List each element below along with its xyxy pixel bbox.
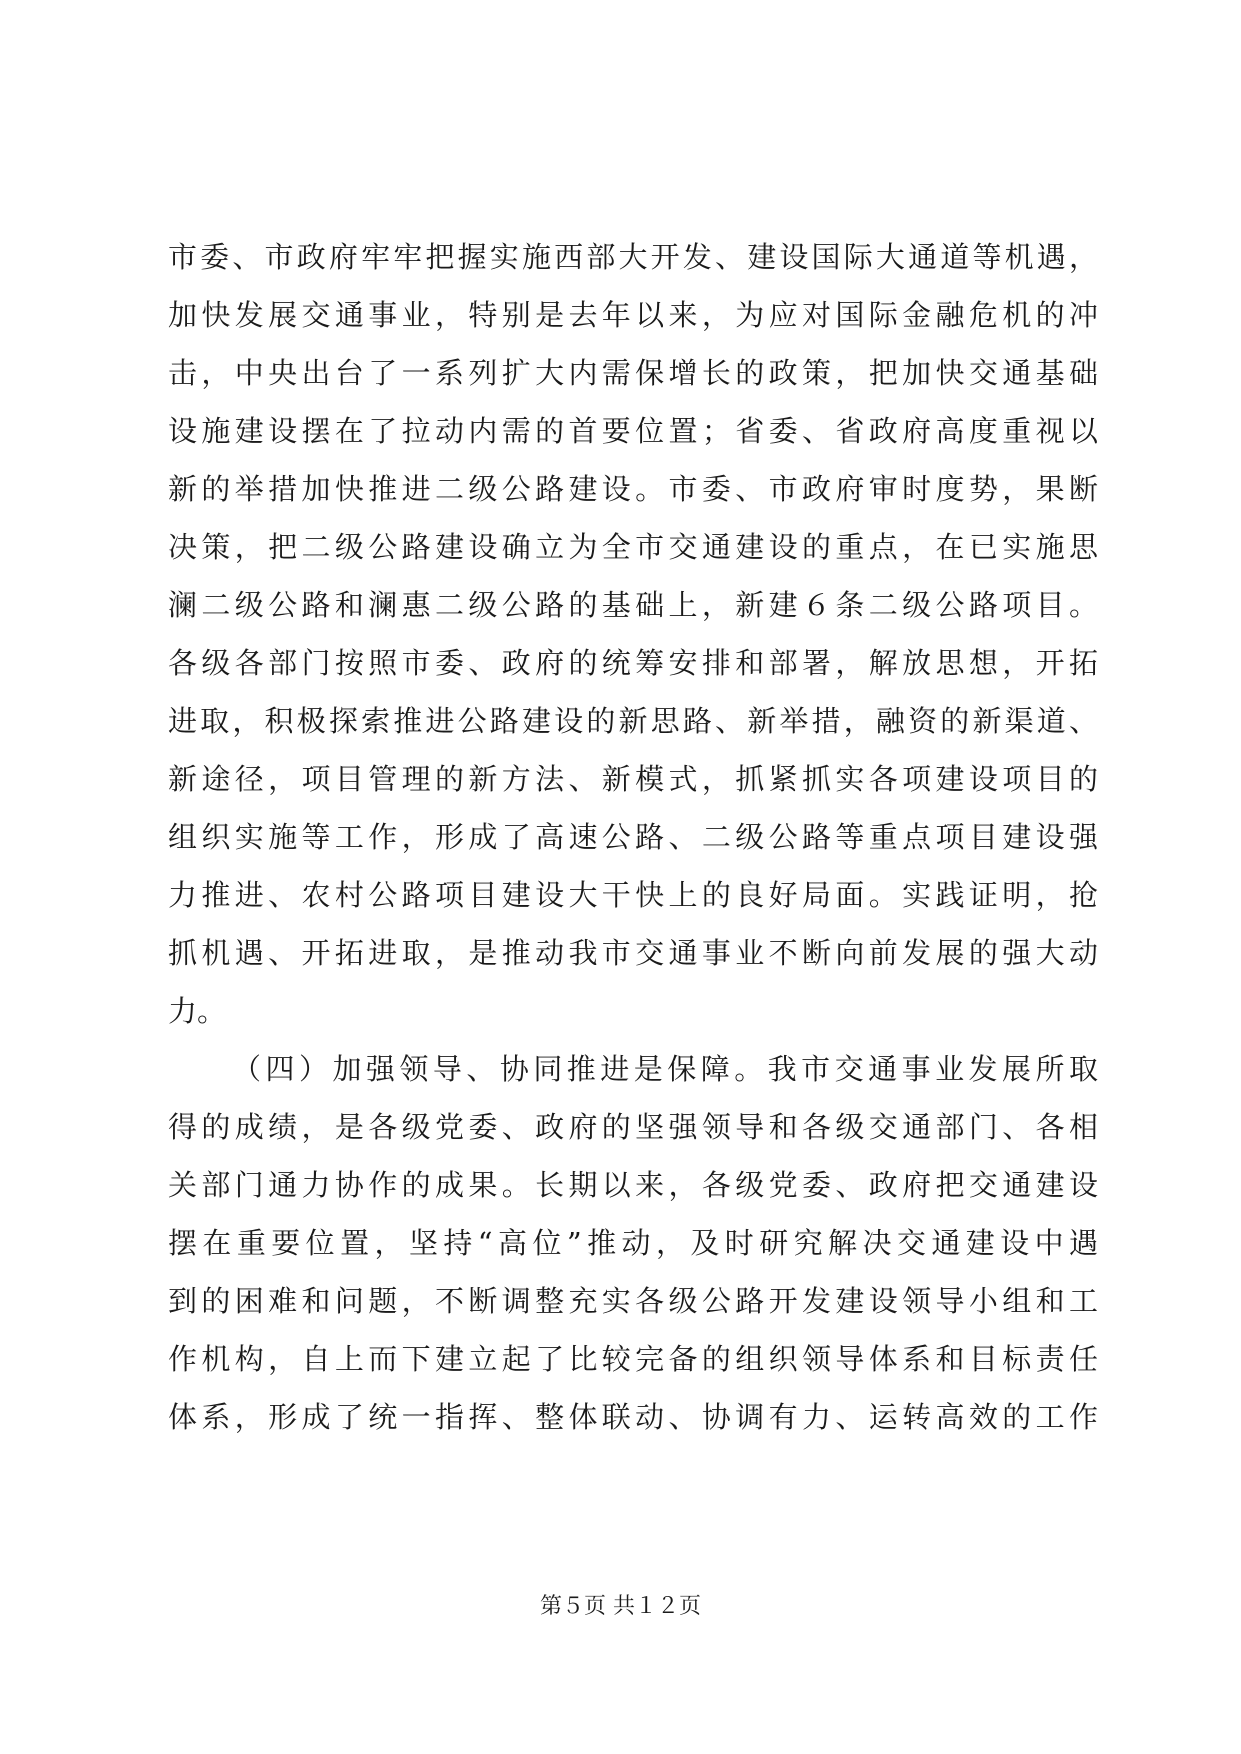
text-line: 作机构，自上而下建立起了比较完备的组织领导体系和目标责任 [168, 1342, 1098, 1376]
paragraph-start-line: （四）加强领导、协同推进是保障。我市交通事业发展所取 [232, 1052, 1098, 1086]
text-line: 击，中央出台了一系列扩大内需保增长的政策，把加快交通基础 [168, 356, 1098, 390]
text-line: 得的成绩，是各级党委、政府的坚强领导和各级交通部门、各相 [168, 1110, 1098, 1144]
text-line: 体系，形成了统一指挥、整体联动、协调有力、运转高效的工作 [168, 1400, 1098, 1434]
text-line: 新的举措加快推进二级公路建设。市委、市政府审时度势，果断 [168, 472, 1098, 506]
text-line: 力。 [168, 994, 227, 1028]
text-line: 决策，把二级公路建设确立为全市交通建设的重点，在已实施思 [168, 530, 1098, 564]
page-number-footer: 第５页 共１２页 [540, 1594, 701, 1619]
text-line: 到的困难和问题，不断调整充实各级公路开发建设领导小组和工 [168, 1284, 1098, 1318]
text-line: 设施建设摆在了拉动内需的首要位置；省委、省政府高度重视以 [168, 414, 1098, 448]
body-text [168, 228, 1098, 1446]
text-line: 市委、市政府牢牢把握实施西部大开发、建设国际大通道等机遇， [168, 240, 1098, 274]
text-line: 抓机遇、开拓进取，是推动我市交通事业不断向前发展的强大动 [168, 936, 1098, 970]
text-line: 关部门通力协作的成果。长期以来，各级党委、政府把交通建设 [168, 1168, 1098, 1202]
text-line: 加快发展交通事业，特别是去年以来，为应对国际金融危机的冲 [168, 298, 1098, 332]
text-line: 进取，积极探索推进公路建设的新思路、新举措，融资的新渠道、 [168, 704, 1098, 738]
text-line: 各级各部门按照市委、政府的统筹安排和部署，解放思想，开拓 [168, 646, 1098, 680]
text-line: 组织实施等工作，形成了高速公路、二级公路等重点项目建设强 [168, 820, 1098, 854]
text-line: 力推进、农村公路项目建设大干快上的良好局面。实践证明，抢 [168, 878, 1098, 912]
text-line: 摆在重要位置，坚持“高位”推动，及时研究解决交通建设中遇 [168, 1226, 1098, 1260]
text-line: 澜二级公路和澜惠二级公路的基础上，新建６条二级公路项目。 [168, 588, 1098, 622]
text-line: 新途径，项目管理的新方法、新模式，抓紧抓实各项建设项目的 [168, 762, 1098, 796]
